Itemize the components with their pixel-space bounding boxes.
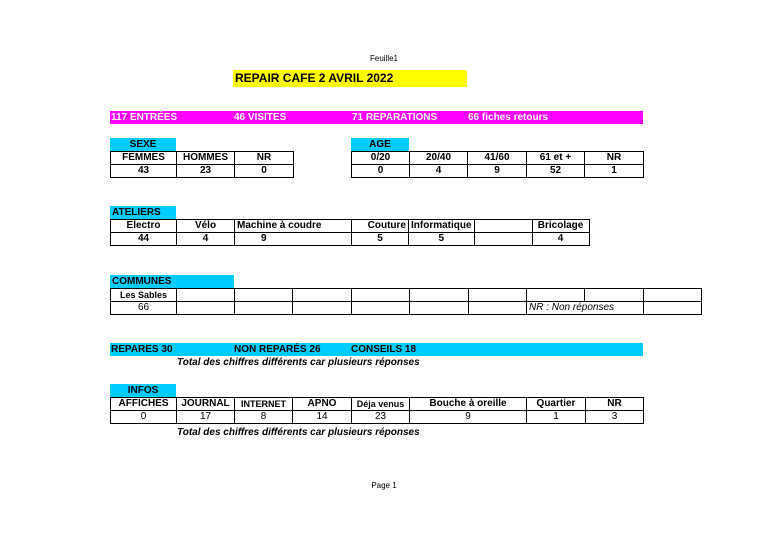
commune-name: Les Sables — [111, 289, 177, 302]
sexe-label: SEXE — [110, 138, 176, 151]
table-cell — [293, 289, 352, 302]
table-header: AFFICHES — [111, 398, 177, 411]
table-cell: 5 — [352, 233, 409, 246]
infos-table — [110, 397, 644, 424]
returns-count: 66 fiches retours — [468, 112, 549, 123]
table-row — [352, 165, 644, 178]
table-row — [111, 233, 590, 246]
communes-label: COMMUNES — [110, 275, 234, 288]
table-row — [111, 398, 644, 411]
results-bar — [110, 343, 643, 356]
repaired-count: REPARES 30 — [111, 344, 173, 355]
table-cell: 4 — [177, 233, 235, 246]
table-header: Quartier — [527, 398, 586, 411]
table-cell — [235, 302, 293, 315]
table-header: HOMMES — [177, 152, 235, 165]
table-cell — [644, 302, 702, 315]
nr-note: NR : Non réponses — [527, 302, 644, 315]
table-header — [474, 220, 532, 233]
sheet-name: Feuille1 — [369, 54, 398, 63]
commune-value: 66 — [111, 302, 177, 315]
table-cell: 14 — [293, 411, 352, 424]
table-cell: 23 — [352, 411, 410, 424]
table-header: Electro — [111, 220, 177, 233]
table-header: NR — [235, 152, 294, 165]
age-label: AGE — [351, 138, 409, 151]
table-cell — [352, 302, 410, 315]
visits-count: 46 VISITES — [234, 112, 287, 123]
table-header: NR — [586, 398, 644, 411]
table-row — [111, 152, 294, 165]
repairs-count: 71 REPARATIONS — [352, 112, 438, 123]
table-row — [111, 289, 702, 302]
table-cell: 3 — [586, 411, 644, 424]
age-table — [351, 151, 644, 178]
table-header: NR — [585, 152, 644, 165]
table-header: Bricolage — [532, 220, 589, 233]
table-row — [111, 411, 644, 424]
page-title: REPAIR CAFE 2 AVRIL 2022 — [233, 70, 467, 87]
table-cell: 23 — [177, 165, 235, 178]
table-header: 41/60 — [468, 152, 527, 165]
table-cell — [585, 289, 644, 302]
advice-count: CONSEILS 18 — [351, 344, 417, 355]
table-header: Déja venus — [352, 398, 410, 411]
ateliers-label: ATELIERS — [110, 206, 176, 219]
results-note: Total des chiffres différents car plusieurs réponses — [177, 357, 420, 368]
table-cell — [474, 233, 532, 246]
not-repaired-count: NON REPARÉS 26 — [234, 344, 321, 355]
table-cell: 9 — [235, 233, 352, 246]
infos-label: INFOS — [110, 384, 176, 397]
table-cell — [644, 289, 702, 302]
table-header: Bouche à oreille — [410, 398, 527, 411]
entries-count: 117 ENTRÉES — [111, 112, 178, 123]
table-cell: 4 — [410, 165, 468, 178]
table-row — [352, 152, 644, 165]
table-cell: 1 — [585, 165, 644, 178]
table-header: Couture — [352, 220, 409, 233]
table-cell: 4 — [532, 233, 589, 246]
table-row — [111, 165, 294, 178]
table-cell — [293, 302, 352, 315]
table-cell — [410, 289, 469, 302]
table-cell — [177, 302, 235, 315]
table-cell: 0 — [352, 165, 410, 178]
table-cell — [352, 289, 410, 302]
table-cell: 43 — [111, 165, 177, 178]
table-cell — [235, 289, 293, 302]
table-header: 61 et + — [527, 152, 585, 165]
table-row — [111, 220, 590, 233]
table-header: JOURNAL — [177, 398, 235, 411]
table-header: APNO — [293, 398, 352, 411]
table-cell: 9 — [410, 411, 527, 424]
communes-table — [110, 288, 702, 315]
table-cell: 1 — [527, 411, 586, 424]
table-cell: 17 — [177, 411, 235, 424]
table-header: INTERNET — [235, 398, 293, 411]
table-cell — [410, 302, 469, 315]
table-header: 20/40 — [410, 152, 468, 165]
table-cell: 44 — [111, 233, 177, 246]
table-header: FEMMES — [111, 152, 177, 165]
table-header: Informatique — [409, 220, 475, 233]
sexe-table — [110, 151, 294, 178]
table-cell: 8 — [235, 411, 293, 424]
table-cell: 9 — [468, 165, 527, 178]
ateliers-table — [110, 219, 590, 246]
summary-bar — [110, 111, 643, 124]
table-header: Vélo — [177, 220, 235, 233]
table-cell: 0 — [235, 165, 294, 178]
table-cell: 5 — [409, 233, 475, 246]
table-cell: 52 — [527, 165, 585, 178]
page-number: Page 1 — [371, 481, 397, 490]
table-cell — [177, 289, 235, 302]
table-cell — [469, 289, 527, 302]
table-row — [111, 302, 702, 315]
table-cell: 0 — [111, 411, 177, 424]
table-cell — [469, 302, 527, 315]
table-header: 0/20 — [352, 152, 410, 165]
table-header: Machine à coudre — [235, 220, 352, 233]
table-cell — [527, 289, 585, 302]
infos-note: Total des chiffres différents car plusieurs réponses — [177, 427, 420, 438]
